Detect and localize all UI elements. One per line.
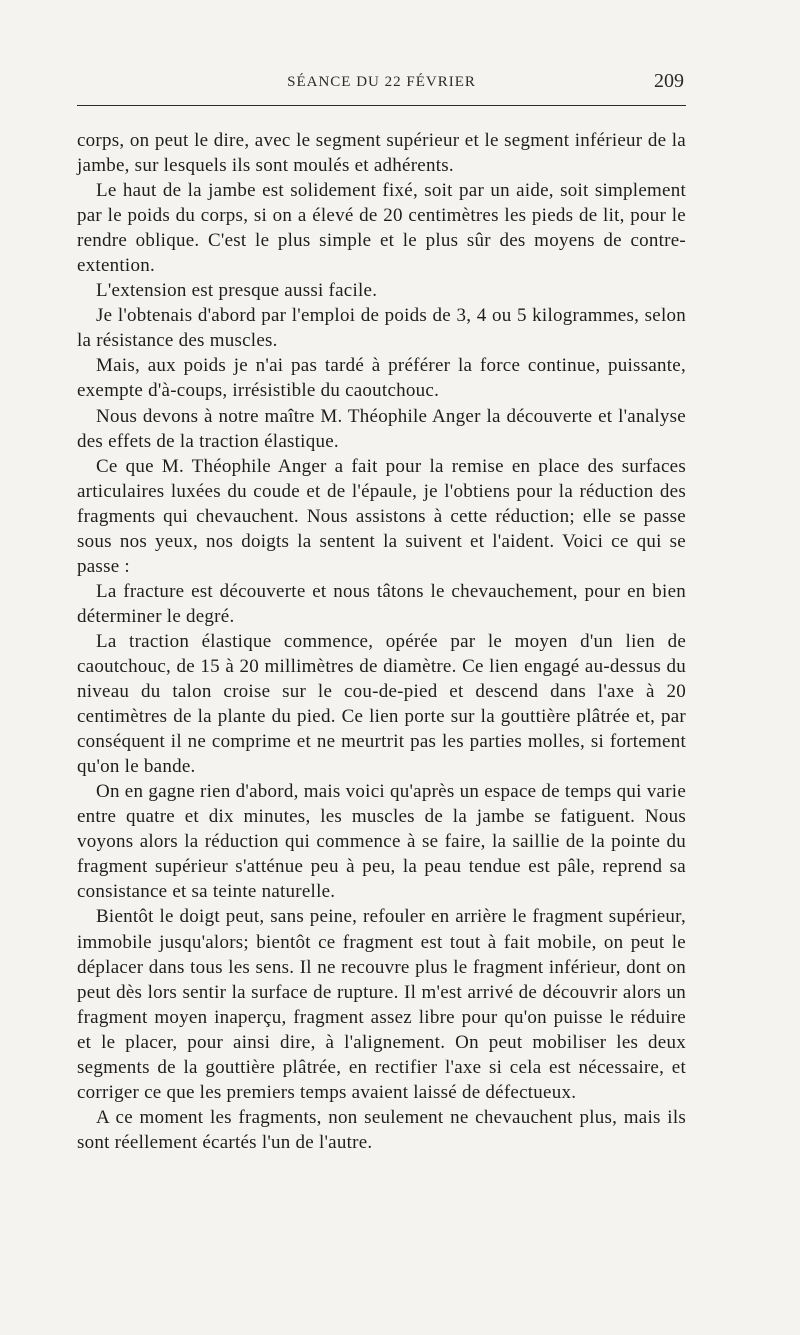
paragraph: La traction élastique commence, opérée par le moyen d'un lien de caoutchouc, de 15 à 20 millimètres de diamètre. Ce lien engagé au-dessus du niveau du talon croise sur le cou-de-pied et descend dans l'axe à 20 centimètres de la plante du pied. Ce lien porte sur la gouttière plâtrée et, par conséquent il ne comprime et ne meurtrit pas les parties molles, si fortement qu'on le bande. [77,630,686,778]
paragraph: corps, on peut le dire, avec le segment supérieur et le segment inférieur de la jambe, sur lesquels ils sont moulés et adhérents. [77,130,686,177]
paragraph: La fracture est découverte et nous tâtons le chevauchement, pour en bien déterminer le degré. [77,580,686,627]
paragraph: On en gagne rien d'abord, mais voici qu'après un espace de temps qui varie entre quatre et dix minutes, les muscles de la jambe se fatiguent. Nous voyons alors la réduction qui commence à se faire, la saillie de la pointe du fragment supérieur s'atténue peu à peu, la peau tendue est pâle, reprend sa consistance et sa teinte naturelle. [77,781,686,903]
paragraph: Le haut de la jambe est solidement fixé, soit par un aide, soit simplement par le poids du corps, si on a élevé de 20 centimètres les pieds de lit, pour le rendre oblique. C'est le plus simple et le plus sûr des moyens de contre-extention. [77,180,686,277]
page-number: 209 [654,70,684,92]
paragraph: L'extension est presque aussi facile. [96,280,378,302]
paragraph: Bientôt le doigt peut, sans peine, refouler en arrière le fragment supérieur, immobile jusqu'alors; bientôt ce fragment est tout à fait mobile, on peut le déplacer dans tous les sens. Il ne recouvre plus le fragment inférieur, dont on peut dès lors sentir la surface de rupture. Il m'est arrivé de découvrir alors un fragment moyen inaperçu, fragment assez libre pour qu'on puisse le réduire et le placer, pour ainsi dire, à l'alignement. On peut mobiliser les deux segments de la gouttière plâtrée, en rectifier l'axe si cela est nécessaire, et corriger ce que les premiers temps avaient laissé de défectueux. [77,906,686,1103]
running-head [77,62,686,92]
body-text [77,128,686,1155]
paragraph: A ce moment les fragments, non seulement ne chevauchent plus, mais ils sont réellement écartés l'un de l'autre. [77,1106,686,1153]
running-title: SÉANCE DU 22 FÉVRIER [287,74,476,90]
book-page [77,62,686,1153]
paragraph: Je l'obtenais d'abord par l'emploi de poids de 3, 4 ou 5 kilogrammes, selon la résistance des muscles. [77,305,686,352]
paragraph: Ce que M. Théophile Anger a fait pour la remise en place des surfaces articulaires luxées du coude et de l'épaule, je l'obtiens pour la réduction des fragments qui chevauchent. Nous assistons à cette réduction; elle se passe sous nos yeux, nos doigts la sentent la suivent et l'aident. Voici ce qui se passe : [77,455,686,577]
paragraph: Mais, aux poids je n'ai pas tardé à préférer la force continue, puissante, exempte d'à-coups, irrésistible du caoutchouc. [77,355,686,402]
paragraph: Nous devons à notre maître M. Théophile Anger la découverte et l'analyse des effets de la traction élastique. [77,405,686,452]
header-rule [77,105,686,106]
